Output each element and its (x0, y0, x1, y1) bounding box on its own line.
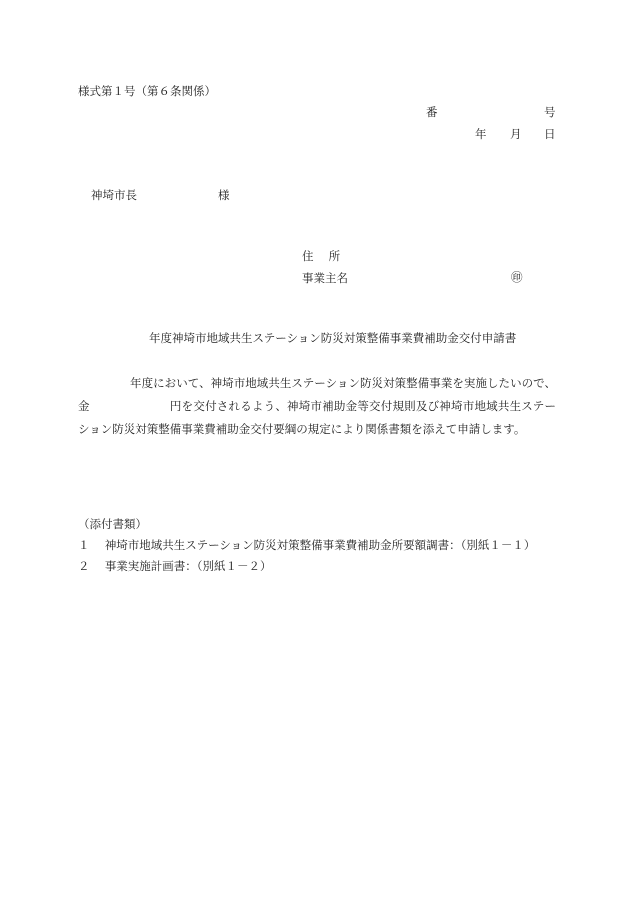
addressee-name: 神埼市長 (91, 188, 137, 202)
attachment-text: 神埼市地域共生ステーション防災対策整備事業費補助金所要額調書：（別紙１－１） (104, 538, 536, 552)
date-month: 月 (510, 127, 522, 141)
number-suffix: 号 (544, 105, 556, 119)
document-title: 年度神埼市地域共生ステーション防災対策整備事業費補助金交付申請書 (149, 331, 517, 345)
body-part1: 年度において、神埼市地域共生ステーション防災対策整備事業を実施したいので、金 (78, 376, 556, 413)
applicant-label: 事業主名 (302, 271, 348, 285)
body-paragraph (78, 372, 556, 441)
form-label: 様式第１号（第６条関係） (78, 84, 216, 98)
attachment-number: ２ (78, 559, 90, 573)
addressee-honorific: 様 (218, 188, 230, 202)
number-kanji: 番 (426, 105, 438, 119)
body-part2: 円を交付されるよう、神埼市補助金等交付規則及び神埼市地域共生ステーション防災対策整備事業費補助金交付要綱の規定により関係書類を添えて申請します。 (78, 399, 556, 436)
attachment-number: １ (78, 538, 90, 552)
attachment-item (78, 539, 535, 553)
seal-mark: ㊞ (511, 270, 523, 284)
attachment-text: 事業実施計画書：（別紙１－２） (104, 559, 272, 573)
date-year: 年 (475, 127, 487, 141)
attachments-header: （添付書類） (78, 517, 147, 531)
address-label: 住 所 (302, 249, 341, 263)
attachment-item (78, 560, 272, 574)
date-day: 日 (544, 127, 556, 141)
